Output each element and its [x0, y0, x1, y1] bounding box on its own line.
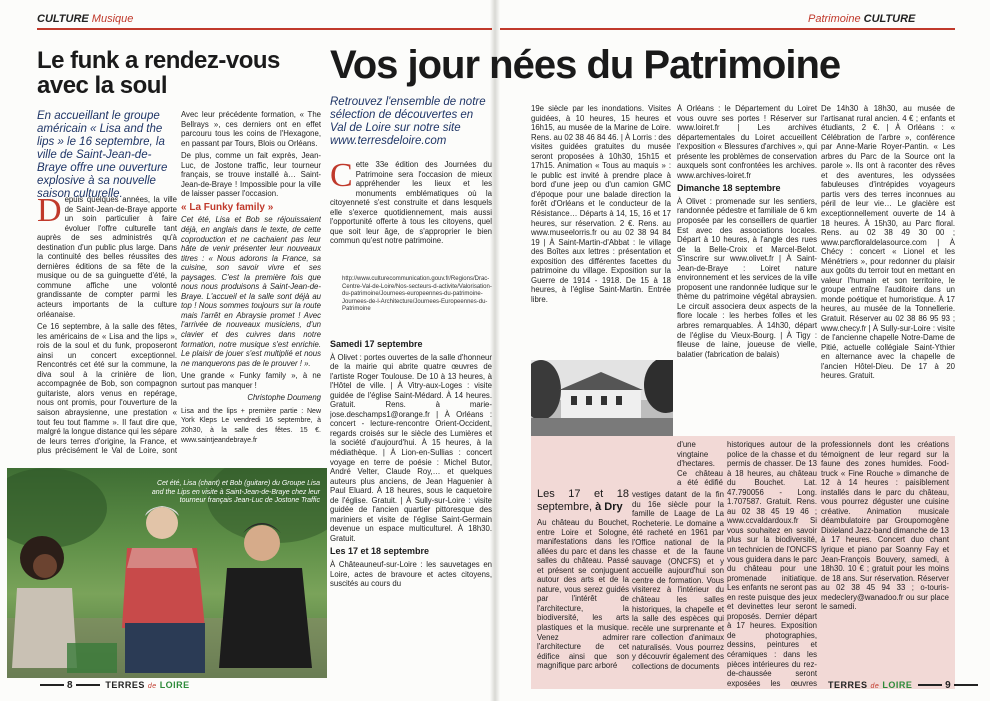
- left-column-1: Depuis quelques années, la ville de Saint-Jean-de-Braye apporte un soin particulier à faire évoluer l'offre culturelle tant auprès de ses administrés qu'à destination d'un public plus large. Dans la continuité des belles réussites des dernières éditions de sa fête de la musique ou de sa guinguette d'été, la commune affiche une volonté grandissante de compter parmi les acteurs importants de la culture orléanaise. Ce 16 septembre, à la salle des fêtes, les américains de « Lisa and the lips », rois de la soul et du funk, proposeront ainsi un concert exceptionnel. Rencontrés cet été sur la commune, la diva soul à la crinière de lion, accompagnée de Bob, son compagnon guitariste, alors venus en repérage, nous ont promis, pour l'ouverture de la saison abraysienne, une prestation « tout feu tout flamme ». Il faut dire que, malgré la longue distance qui les sépare de leurs terres d'origine, la France, et plus précisément le Val de Loire, sont: [37, 195, 177, 455]
- culture-url: http://www.culturecommunication.gouv.fr/Regions/Drac-Centre-Val-de-Loire/Nos-secteurs-d-activite/Valorisation-du-patrimoine/Journees-europeennes-du-patrimoine-Journees-de-l-Architecture/Journees-Europeennes-du-Patrimoine: [342, 276, 492, 312]
- dry-box-column-2: vestiges datant de la fin du 16e siècle pour la famille de Laage de La Rocheterie. Le domaine a été racheté en 1961 par l'Office national de la chasse et de la faune sauvage (ONCFS) et y accueille aujourd'hui son centre de formation. Vous visiterez à l'intérieur du château les salles historiques, la chapelle et la salle des espèces qui recèle une surprenante et rare collection d'animaux naturalisés. Vous pourrez y découvrir également des collections de documents: [632, 490, 724, 671]
- left-intro: En accueillant le groupe américain « Lisa and the lips » le 16 septembre, la ville de Saint-Jean-de-Braye offre une ouverture explosive à sa nouvelle saison culturelle.: [37, 110, 168, 200]
- left-section-label: CULTURE Musique: [37, 13, 134, 25]
- chateau-photo: [531, 360, 673, 440]
- left-column-2: Avec leur précédente formation, « The Bellrays », ces derniers ont en effet parcouru tous les coins de l'Hexagone, en passant par Tours, Blois ou Orléans. De plus, comme un fait exprès, Jean-Luc, de Jostone traffic, leur tourneur français, se trouve installé à… Saint-Jean-de-Braye ! Impossible pour la ville de laisser passer l'occasion. « La Funky family » Cet été, Lisa et Bob se réjouissaient déjà, en anglais dans le texte, de cette coproduction et ne cachaient pas leur hâte de venir présenter leur nouveaux titres : « Nous adorons la France, sa cuisine, son savoir vivre et ses paysages. C'est la première fois que nous nous produisons à Saint-Jean-de-Braye. L'accueil et la salle sont déjà au top ! Nous sommes toujours sur la route mais l'arrêt en Abraysie promet ! Avec l'arrivée de nouveaux musiciens, d'un clavier et des cuivres dans notre formation, notre musique s'est enrichie. Le plaisir de jouer s'est multiplié et nous ne manquerons pas de le prouver ! ». Une grande « Funky family », à ne surtout pas manquer ! Christophe Doumeng Lisa and the lips + première partie : New York Kleps Le vendredi 16 septembre, à 20h30, à la salle des fêtes. 15 €. www.saintjeandebraye.fr: [181, 110, 321, 444]
- right-header-rule: [500, 28, 955, 30]
- band-photo-caption: Cet été, Lisa (chant) et Bob (guitare) du Groupe Lisa and the Lips en visite à Saint-Jean-de-Braye chez leur tourneur français Jean-Luc de Jostone Traffic: [151, 480, 320, 504]
- dry-box-title: Les 17 et 18 septembre, à Dry: [537, 488, 629, 513]
- dry-box-column-1b: d'une vingtaine d'hectares. Ce château a été édifié: [677, 440, 723, 488]
- right-intro: Retrouvez l'ensemble de notre sélection de découvertes en Val de Loire sur notre site www.terresdeloire.com: [330, 96, 486, 147]
- left-headline: Le funk a rendez-vous avec la soul: [37, 47, 280, 99]
- left-header-rule: [37, 28, 492, 30]
- right-column-b: 19e siècle par les inondations. Visites guidées, à 10 heures, 15 heures et 16h15, au musée de la Marine de Loire. Rens. au 02 38 46 84 46. | À Lorris : des visites guidées gratuites du musée seront proposées à 10h30, 15h15 et 17h15. Animation « Tous au maquis » : le public est invité à prendre place à bord d'une jeep ou d'un camion GMC d'époque pour une balade direction la forêt d'Orléans et le conducteur de la Résistance… Départs à 14, 15, 16 et 17 heures, sur réservation. 2 €. Rens. au www.museelorris.fr ou au 02 38 94 84 19 | À Saint-Martin-d'Abbat : le village des Boîtes aux lettres : présentation et exposition des différentes facettes du patrimoine du village. Exposition sur la Guerre de 1914 - 1918. De 15 à 18 heures, à l'église Saint-Martin. Entrée libre.: [531, 104, 671, 304]
- dry-box-column-1: Les 17 et 18 septembre, à Dry Au château du Bouchet, entre Loire et Sologne, manifestations dans les allées du parc et dans les salles du château. Passé et présent se conjuguent autour des arts et de la nature, vous serez guidés par l'intérêt de l'architecture, la biodiversité, les arts plastiques et la musique. Venez admirer l'architecture de cet édifice ainsi que son magnifique parc arboré: [537, 488, 629, 671]
- author-signature: Christophe Doumeng: [247, 393, 321, 403]
- left-footer: [37, 680, 190, 691]
- right-section-label: Patrimoine CULTURE: [808, 13, 916, 25]
- right-page-number: 9: [945, 680, 951, 691]
- dry-box-column-4: professionnels dont les créations témoignent de leur regard sur la faune des zones humides. Food-truck « Fine Rouche » dimanche de 12 à 14 heures : paisiblement installés dans le parc du château, vous pourrez déguster une cuisine créative. Animation musicale déambulatoire par Groupomogène Dixieland Jazz-band dimanche de 13 à 17 heures. Concert duo chant lyrique et piano par Soanny Fay et Jean-François Bouvery, samedi, à 18h30. 10 € ; gratuit pour les moins de 18 ans. Sur réservation. Réserver au 02 38 45 94 33 ; o-touris-medeclery@wanadoo.fr ou sur place le samedi.: [821, 440, 949, 612]
- left-brand: TERRES de LOIRE: [105, 680, 190, 690]
- right-column-a-top: Cette 33e édition des Journées du Patrimoine sera l'occasion de mieux appréhender les lieux et les monuments emblématiques où la citoyenneté s'est construite et dans lesquels elle s'exerce quotidiennement, mais aussi l'opportunité offerte à tous les citoyens, quel que soit leur âge, de s'approprier le bien commun qu'est notre patrimoine.: [330, 160, 492, 246]
- concert-info: Lisa and the lips + première partie : New York Kleps Le vendredi 16 septembre, à 20h30, à la salle des fêtes. 15 €. www.saintjeandebraye.fr: [181, 407, 321, 444]
- right-footer: [828, 680, 981, 691]
- dry-box-column-3: historiques autour de la police de la chasse et du permis de chasser. De 13 à 18 heures, au château du Bouchet. Lat. 47.790056 - Long. 1.707587. Gratuit. Rens. au 02 38 45 19 46 ; www.ccvaldardoux.fr Si vous souhaitez en savoir plus sur la biodiversité, un technicien de l'ONCFS vous guidera dans le parc du château pour une promenade initiatique. Les enfants ne seront pas en reste puisque des jeux et devinettes leur seront proposés. Dernier départ à 17 heures. Exposition de photographies, dessins, peintures et céramiques : dans les pièces intérieures du rez-de-chaussée seront exposées les œuvres: [727, 440, 817, 688]
- right-column-d: De 14h30 à 18h30, au musée de l'artisanat rural ancien. 4 € ; enfants et étudiants, 2 €. | À Orléans : « Célébration de l'arbre », conférence par Anne-Marie Royer-Pantin. « Les arbres du Parc de la Source ont la parole ». Ils ont à raconter des rêves et des aventures, les odyssées fabuleuses d'intrépides voyageurs partis vers des terres inconnues au péril de leur vie… Le glacière est exceptionnellement ouverte de 14 à 18 heures. À 15h30, au Parc floral. Rens. au 02 38 49 30 00 ; www.parcfloraldelasource.com | À Chécy : concert « Lionel et les Ménétriers », pour redonner du plaisir aux goûts du terroir tout en mettant en valeur l'humain et son territoire, le groupe entraîne l'auditoire dans un monde poétique et humoristique. À 17 heures, au musée de la Tonnellerie. Gratuit. Réserver au 02 38 86 95 93 ; www.checy.fr | À Sully-sur-Loire : visite de l'ancienne chapelle Notre-Dame de Pitié, actuelle collégiale Saint-Ythier en alternance avec la chapelle de l'ancien Hôtel-Dieu. De 17 à 20 heures. Gratuit.: [821, 104, 955, 381]
- left-page-number: 8: [67, 680, 73, 691]
- funky-family-subheading: « La Funky family »: [181, 201, 274, 213]
- right-headline: Vos jour nées du Patrimoine: [330, 43, 841, 87]
- right-column-c: À Orléans : le Département du Loiret vous ouvre ses portes ! Réserver sur www.loiret.fr | Les archives départementales du Loiret accueillent l'exposition « Blessures d'archives », qui présente les problèmes de conservation auxquels sont confrontées les archives. www.archives-loiret.fr Dimanche 18 septembre À Olivet : promenade sur les sentiers, randonnée pédestre et familiale de 6 km proposée par les conseillers de quartier Est avec des associations locales. Départ à 10 heures, à l'angle des rues de la Belle-Croix et Marcel-Belot. S'inscrire sur www.olivet.fr | À Saint-Jean-de-Braye : Loiret nature environnement et les services de la ville proposent une randonnée ludique sur le thème du patrimoine végétal abraysien. Le circuit associera deux aspects de la flore locale : les herbes folles et les arbres remarquables. À 14h30, départ de l'église du Vieux-Bourg. | À Tigy : fileuse de laine, joueuse de vielle, balatier (fabrication de balais): [677, 104, 817, 359]
- right-column-a: Samedi 17 septembre À Olivet : portes ouvertes de la salle d'honneur de la mairie qui abrite quatre œuvres de l'artiste Roger Toulouse. De 10 à 13 heures, à l'Hôtel de ville. | À Vitry-aux-Loges : visite guidée de l'église Saint-Médard. À 14 heures. Gratuit. Rens. à marie-jose.deschamps1@orange.fr | À Orléans : concert - lecture-rencontre Orient-Occident, regards croisés sur le siècle des Lumières et la société d'aujourd'hui. À 15 heures, à la médiathèque. | À Lion-en-Sullias : concert voyage en terre de poésie : Michel Butor, André Velter, Claude Roy,… et quelques auteurs plus anciens, de Jean Haguenier à Paul Eluard. À 18 heures, sous le caquetoire de l'église. Gratuit. | À Sully-sur-Loire : visite guidée de l'ancien quartier pittoresque des mariniers et visite de l'église Saint-Germain devenue un espace multiculturel. À 18h30. Gratuit. Les 17 et 18 septembre À Châteauneuf-sur-Loire : les sauvetages en Loire, actes de bravoure et actes citoyens, suscités au cours du: [330, 339, 492, 589]
- right-brand: TERRES de LOIRE: [828, 680, 913, 690]
- chateau-photo-art: [531, 360, 673, 440]
